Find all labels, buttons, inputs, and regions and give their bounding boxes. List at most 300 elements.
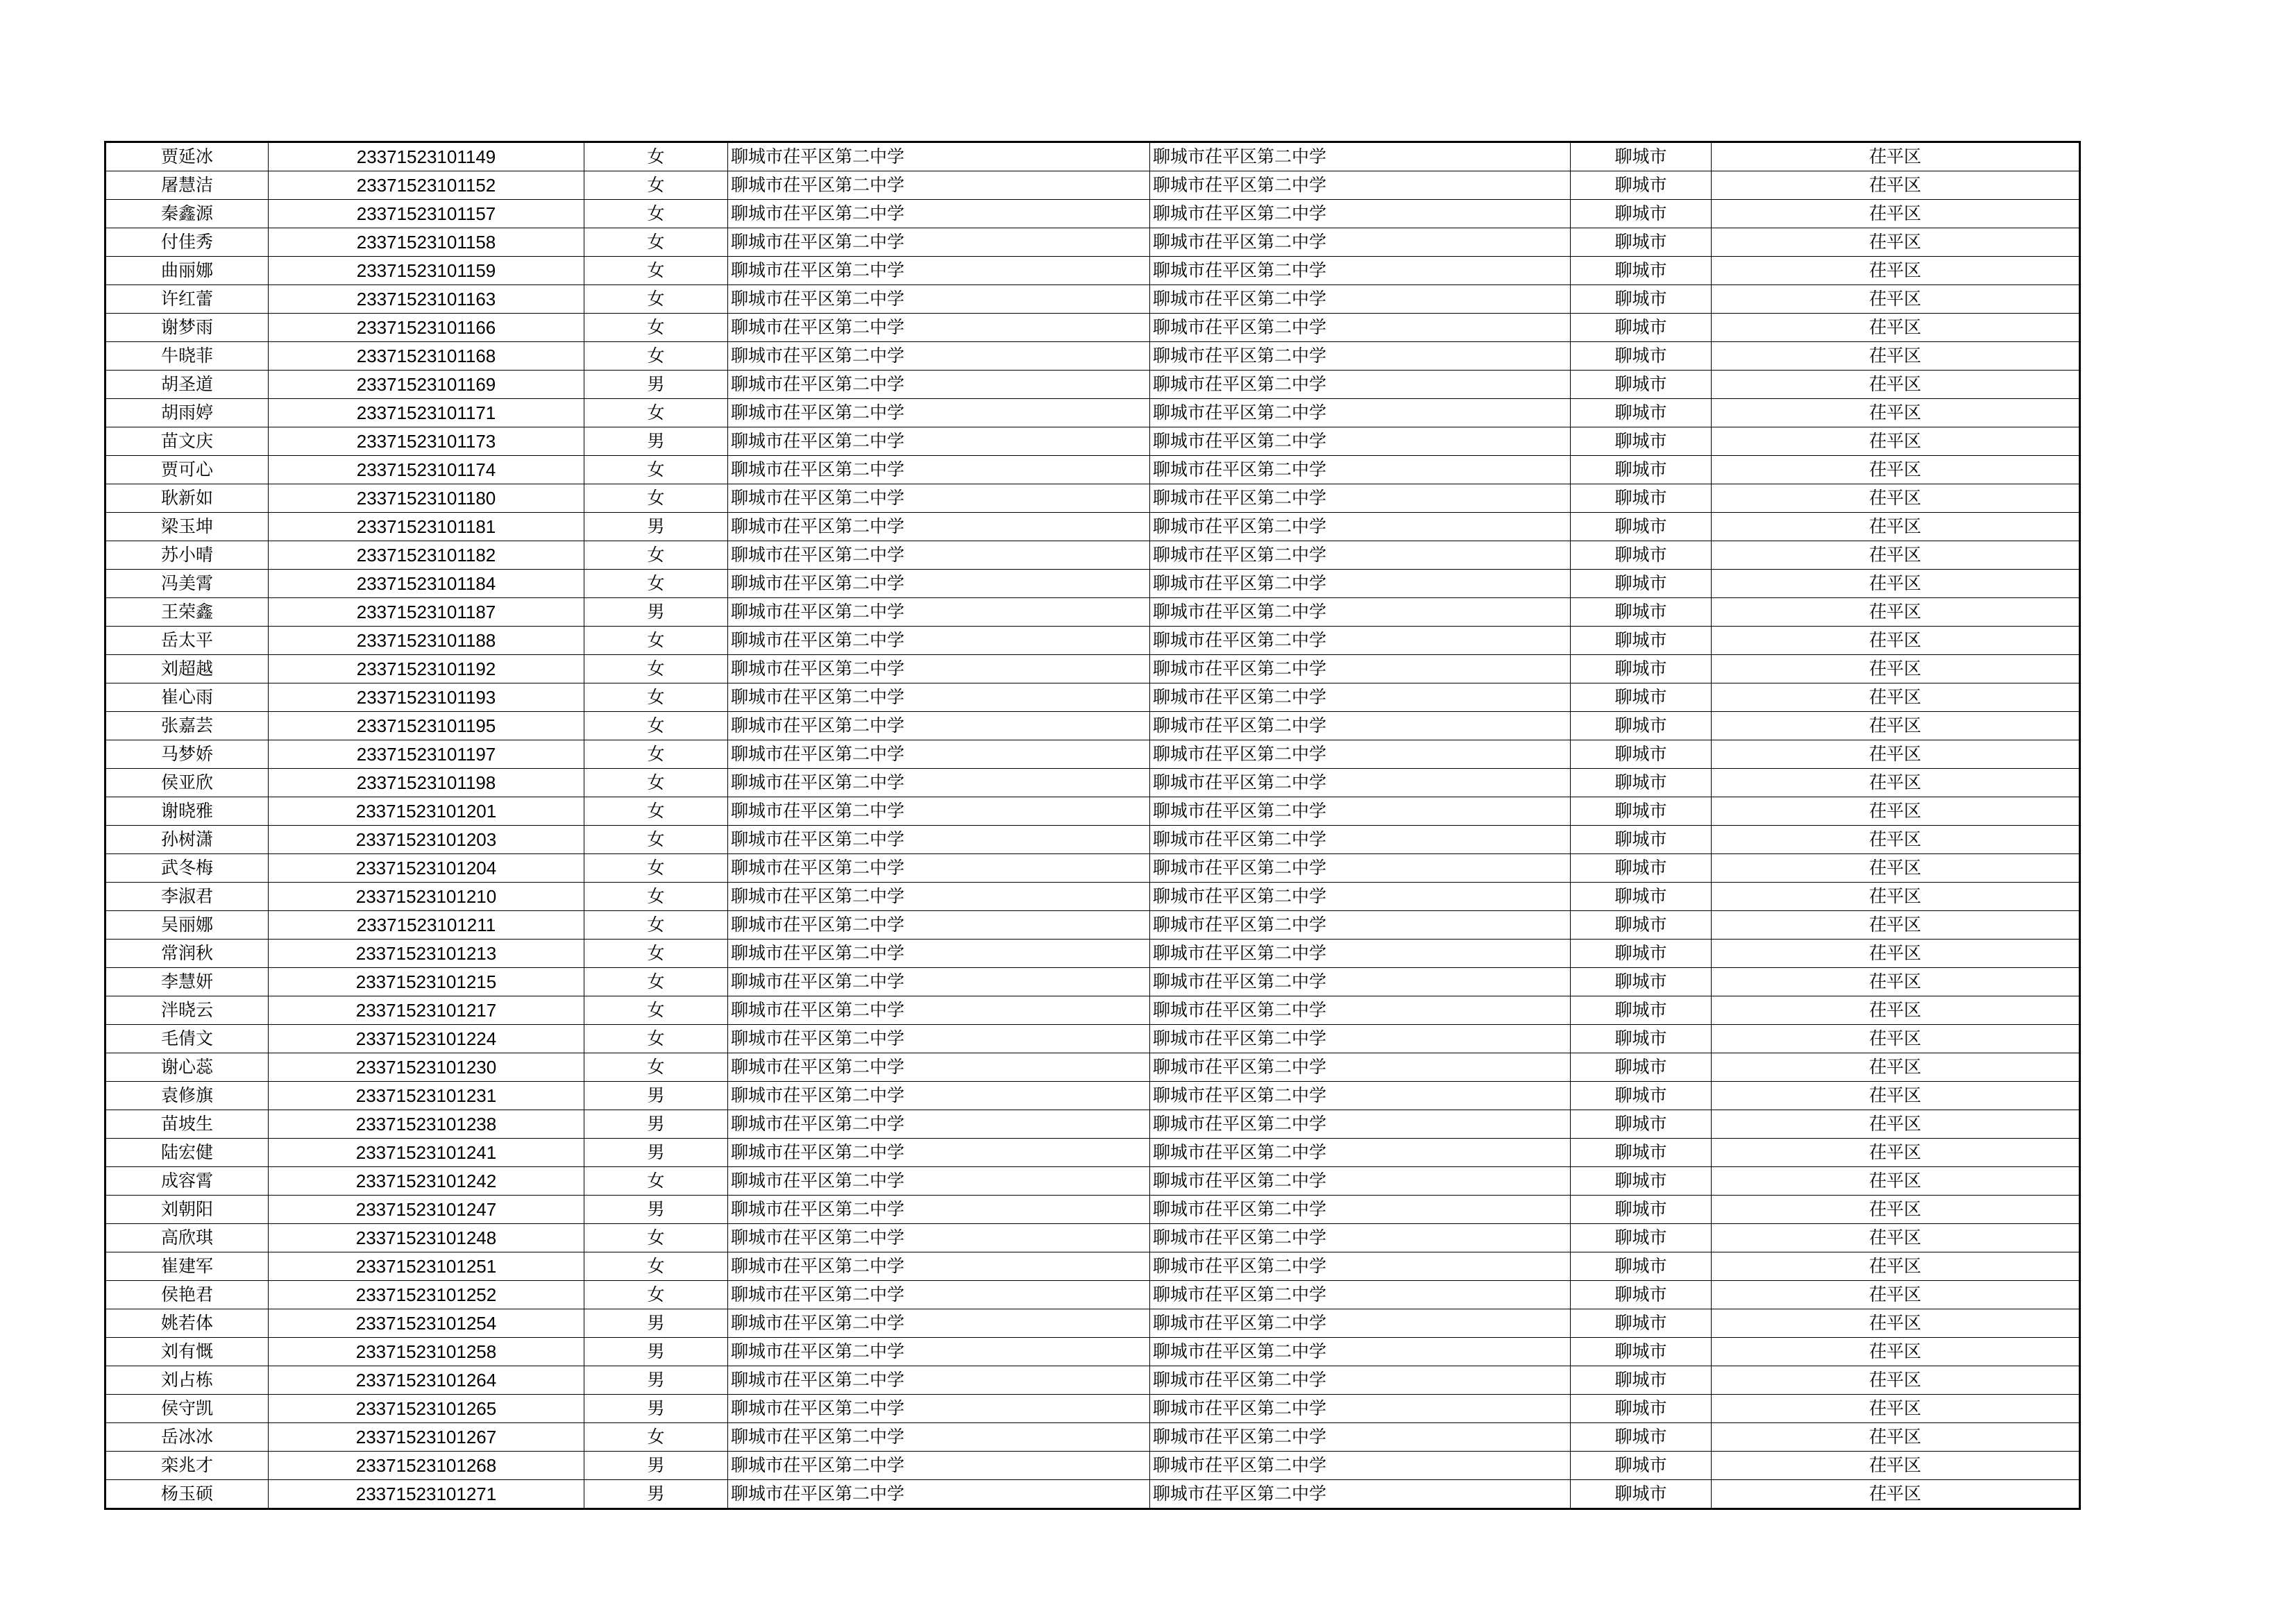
name-cell: 胡雨婷 bbox=[105, 399, 269, 427]
table-row bbox=[105, 598, 2080, 627]
district-cell: 茌平区 bbox=[1712, 1196, 2080, 1224]
school-cell: 聊城市茌平区第二中学 bbox=[728, 1366, 1150, 1395]
name-cell: 张嘉芸 bbox=[105, 712, 269, 740]
district-cell: 茌平区 bbox=[1712, 797, 2080, 826]
name-cell: 泮晓云 bbox=[105, 996, 269, 1025]
school-cell: 聊城市茌平区第二中学 bbox=[728, 171, 1150, 200]
student-id-cell: 23371523101174 bbox=[269, 456, 584, 484]
student-id-cell: 23371523101187 bbox=[269, 598, 584, 627]
table-row bbox=[105, 1053, 2080, 1082]
gender-cell: 女 bbox=[584, 854, 728, 883]
student-id-cell: 23371523101241 bbox=[269, 1139, 584, 1167]
name-cell: 耿新如 bbox=[105, 484, 269, 513]
table-row bbox=[105, 1452, 2080, 1480]
name-cell: 牛晓菲 bbox=[105, 342, 269, 371]
school-cell: 聊城市茌平区第二中学 bbox=[728, 399, 1150, 427]
gender-cell: 女 bbox=[584, 1025, 728, 1053]
table-row bbox=[105, 228, 2080, 257]
city-cell: 聊城市 bbox=[1571, 740, 1712, 769]
name-cell: 梁玉坤 bbox=[105, 513, 269, 541]
gender-cell: 女 bbox=[584, 712, 728, 740]
city-cell: 聊城市 bbox=[1571, 371, 1712, 399]
name-cell: 常润秋 bbox=[105, 940, 269, 968]
gender-cell: 女 bbox=[584, 968, 728, 996]
district-cell: 茌平区 bbox=[1712, 1452, 2080, 1480]
student-id-cell: 23371523101203 bbox=[269, 826, 584, 854]
gender-cell: 男 bbox=[584, 1366, 728, 1395]
student-id-cell: 23371523101173 bbox=[269, 427, 584, 456]
student-id-cell: 23371523101204 bbox=[269, 854, 584, 883]
city-cell: 聊城市 bbox=[1571, 996, 1712, 1025]
gender-cell: 女 bbox=[584, 1252, 728, 1281]
student-id-cell: 23371523101267 bbox=[269, 1423, 584, 1452]
school-cell: 聊城市茌平区第二中学 bbox=[728, 342, 1150, 371]
city-cell: 聊城市 bbox=[1571, 797, 1712, 826]
student-id-cell: 23371523101188 bbox=[269, 627, 584, 655]
exam-school-cell: 聊城市茌平区第二中学 bbox=[1150, 1025, 1571, 1053]
student-id-cell: 23371523101169 bbox=[269, 371, 584, 399]
district-cell: 茌平区 bbox=[1712, 911, 2080, 940]
gender-cell: 女 bbox=[584, 171, 728, 200]
district-cell: 茌平区 bbox=[1712, 142, 2080, 171]
city-cell: 聊城市 bbox=[1571, 142, 1712, 171]
exam-school-cell: 聊城市茌平区第二中学 bbox=[1150, 769, 1571, 797]
table-row bbox=[105, 399, 2080, 427]
name-cell: 贾延冰 bbox=[105, 142, 269, 171]
city-cell: 聊城市 bbox=[1571, 911, 1712, 940]
gender-cell: 女 bbox=[584, 142, 728, 171]
exam-school-cell: 聊城市茌平区第二中学 bbox=[1150, 968, 1571, 996]
gender-cell: 女 bbox=[584, 883, 728, 911]
exam-school-cell: 聊城市茌平区第二中学 bbox=[1150, 371, 1571, 399]
exam-school-cell: 聊城市茌平区第二中学 bbox=[1150, 1338, 1571, 1366]
table-row bbox=[105, 627, 2080, 655]
school-cell: 聊城市茌平区第二中学 bbox=[728, 769, 1150, 797]
school-cell: 聊城市茌平区第二中学 bbox=[728, 712, 1150, 740]
school-cell: 聊城市茌平区第二中学 bbox=[728, 484, 1150, 513]
gender-cell: 女 bbox=[584, 1167, 728, 1196]
table-row bbox=[105, 854, 2080, 883]
exam-school-cell: 聊城市茌平区第二中学 bbox=[1150, 285, 1571, 314]
gender-cell: 女 bbox=[584, 257, 728, 285]
exam-school-cell: 聊城市茌平区第二中学 bbox=[1150, 513, 1571, 541]
student-id-cell: 23371523101163 bbox=[269, 285, 584, 314]
district-cell: 茌平区 bbox=[1712, 1338, 2080, 1366]
city-cell: 聊城市 bbox=[1571, 1366, 1712, 1395]
district-cell: 茌平区 bbox=[1712, 712, 2080, 740]
exam-school-cell: 聊城市茌平区第二中学 bbox=[1150, 1480, 1571, 1509]
table-row bbox=[105, 826, 2080, 854]
exam-school-cell: 聊城市茌平区第二中学 bbox=[1150, 683, 1571, 712]
student-id-cell: 23371523101158 bbox=[269, 228, 584, 257]
district-cell: 茌平区 bbox=[1712, 1281, 2080, 1309]
table-row bbox=[105, 883, 2080, 911]
exam-school-cell: 聊城市茌平区第二中学 bbox=[1150, 598, 1571, 627]
student-id-cell: 23371523101181 bbox=[269, 513, 584, 541]
gender-cell: 女 bbox=[584, 655, 728, 683]
school-cell: 聊城市茌平区第二中学 bbox=[728, 1224, 1150, 1252]
student-id-cell: 23371523101254 bbox=[269, 1309, 584, 1338]
district-cell: 茌平区 bbox=[1712, 1025, 2080, 1053]
name-cell: 曲丽娜 bbox=[105, 257, 269, 285]
city-cell: 聊城市 bbox=[1571, 1480, 1712, 1509]
school-cell: 聊城市茌平区第二中学 bbox=[728, 541, 1150, 570]
exam-school-cell: 聊城市茌平区第二中学 bbox=[1150, 399, 1571, 427]
city-cell: 聊城市 bbox=[1571, 228, 1712, 257]
city-cell: 聊城市 bbox=[1571, 1309, 1712, 1338]
gender-cell: 女 bbox=[584, 200, 728, 228]
table-row bbox=[105, 513, 2080, 541]
table-row bbox=[105, 797, 2080, 826]
table-row bbox=[105, 1139, 2080, 1167]
table-row bbox=[105, 740, 2080, 769]
name-cell: 姚若体 bbox=[105, 1309, 269, 1338]
exam-school-cell: 聊城市茌平区第二中学 bbox=[1150, 427, 1571, 456]
gender-cell: 女 bbox=[584, 484, 728, 513]
city-cell: 聊城市 bbox=[1571, 1452, 1712, 1480]
exam-school-cell: 聊城市茌平区第二中学 bbox=[1150, 1110, 1571, 1139]
name-cell: 苗坡生 bbox=[105, 1110, 269, 1139]
exam-school-cell: 聊城市茌平区第二中学 bbox=[1150, 228, 1571, 257]
name-cell: 刘占栋 bbox=[105, 1366, 269, 1395]
school-cell: 聊城市茌平区第二中学 bbox=[728, 854, 1150, 883]
name-cell: 贾可心 bbox=[105, 456, 269, 484]
student-id-cell: 23371523101184 bbox=[269, 570, 584, 598]
gender-cell: 男 bbox=[584, 1139, 728, 1167]
district-cell: 茌平区 bbox=[1712, 171, 2080, 200]
district-cell: 茌平区 bbox=[1712, 371, 2080, 399]
district-cell: 茌平区 bbox=[1712, 1423, 2080, 1452]
city-cell: 聊城市 bbox=[1571, 940, 1712, 968]
student-id-cell: 23371523101192 bbox=[269, 655, 584, 683]
table-row bbox=[105, 712, 2080, 740]
school-cell: 聊城市茌平区第二中学 bbox=[728, 797, 1150, 826]
student-id-cell: 23371523101152 bbox=[269, 171, 584, 200]
student-id-cell: 23371523101252 bbox=[269, 1281, 584, 1309]
name-cell: 武冬梅 bbox=[105, 854, 269, 883]
name-cell: 吴丽娜 bbox=[105, 911, 269, 940]
exam-school-cell: 聊城市茌平区第二中学 bbox=[1150, 142, 1571, 171]
exam-school-cell: 聊城市茌平区第二中学 bbox=[1150, 1395, 1571, 1423]
gender-cell: 女 bbox=[584, 911, 728, 940]
school-cell: 聊城市茌平区第二中学 bbox=[728, 200, 1150, 228]
student-id-cell: 23371523101224 bbox=[269, 1025, 584, 1053]
city-cell: 聊城市 bbox=[1571, 285, 1712, 314]
city-cell: 聊城市 bbox=[1571, 1252, 1712, 1281]
city-cell: 聊城市 bbox=[1571, 1281, 1712, 1309]
gender-cell: 女 bbox=[584, 342, 728, 371]
city-cell: 聊城市 bbox=[1571, 1053, 1712, 1082]
exam-school-cell: 聊城市茌平区第二中学 bbox=[1150, 171, 1571, 200]
city-cell: 聊城市 bbox=[1571, 627, 1712, 655]
district-cell: 茌平区 bbox=[1712, 484, 2080, 513]
student-id-cell: 23371523101264 bbox=[269, 1366, 584, 1395]
name-cell: 侯守凯 bbox=[105, 1395, 269, 1423]
district-cell: 茌平区 bbox=[1712, 627, 2080, 655]
district-cell: 茌平区 bbox=[1712, 456, 2080, 484]
table-row bbox=[105, 911, 2080, 940]
student-id-cell: 23371523101242 bbox=[269, 1167, 584, 1196]
table-row bbox=[105, 1423, 2080, 1452]
gender-cell: 女 bbox=[584, 1053, 728, 1082]
exam-school-cell: 聊城市茌平区第二中学 bbox=[1150, 1281, 1571, 1309]
student-id-cell: 23371523101238 bbox=[269, 1110, 584, 1139]
gender-cell: 女 bbox=[584, 570, 728, 598]
table-row bbox=[105, 1366, 2080, 1395]
school-cell: 聊城市茌平区第二中学 bbox=[728, 228, 1150, 257]
school-cell: 聊城市茌平区第二中学 bbox=[728, 627, 1150, 655]
student-id-cell: 23371523101251 bbox=[269, 1252, 584, 1281]
table-row bbox=[105, 371, 2080, 399]
city-cell: 聊城市 bbox=[1571, 257, 1712, 285]
school-cell: 聊城市茌平区第二中学 bbox=[728, 1338, 1150, 1366]
exam-school-cell: 聊城市茌平区第二中学 bbox=[1150, 712, 1571, 740]
school-cell: 聊城市茌平区第二中学 bbox=[728, 427, 1150, 456]
city-cell: 聊城市 bbox=[1571, 456, 1712, 484]
city-cell: 聊城市 bbox=[1571, 769, 1712, 797]
name-cell: 刘朝阳 bbox=[105, 1196, 269, 1224]
school-cell: 聊城市茌平区第二中学 bbox=[728, 1082, 1150, 1110]
student-id-cell: 23371523101230 bbox=[269, 1053, 584, 1082]
table-body bbox=[105, 142, 2080, 1509]
school-cell: 聊城市茌平区第二中学 bbox=[728, 285, 1150, 314]
table-row bbox=[105, 285, 2080, 314]
exam-school-cell: 聊城市茌平区第二中学 bbox=[1150, 655, 1571, 683]
district-cell: 茌平区 bbox=[1712, 427, 2080, 456]
school-cell: 聊城市茌平区第二中学 bbox=[728, 826, 1150, 854]
student-table bbox=[104, 141, 2081, 1510]
name-cell: 高欣琪 bbox=[105, 1224, 269, 1252]
district-cell: 茌平区 bbox=[1712, 883, 2080, 911]
school-cell: 聊城市茌平区第二中学 bbox=[728, 1053, 1150, 1082]
gender-cell: 男 bbox=[584, 427, 728, 456]
name-cell: 毛倩文 bbox=[105, 1025, 269, 1053]
exam-school-cell: 聊城市茌平区第二中学 bbox=[1150, 1452, 1571, 1480]
school-cell: 聊城市茌平区第二中学 bbox=[728, 456, 1150, 484]
district-cell: 茌平区 bbox=[1712, 683, 2080, 712]
city-cell: 聊城市 bbox=[1571, 1139, 1712, 1167]
school-cell: 聊城市茌平区第二中学 bbox=[728, 1139, 1150, 1167]
city-cell: 聊城市 bbox=[1571, 826, 1712, 854]
exam-school-cell: 聊城市茌平区第二中学 bbox=[1150, 200, 1571, 228]
gender-cell: 男 bbox=[584, 1309, 728, 1338]
school-cell: 聊城市茌平区第二中学 bbox=[728, 142, 1150, 171]
school-cell: 聊城市茌平区第二中学 bbox=[728, 996, 1150, 1025]
district-cell: 茌平区 bbox=[1712, 257, 2080, 285]
table-row bbox=[105, 200, 2080, 228]
city-cell: 聊城市 bbox=[1571, 712, 1712, 740]
student-id-cell: 23371523101197 bbox=[269, 740, 584, 769]
school-cell: 聊城市茌平区第二中学 bbox=[728, 940, 1150, 968]
school-cell: 聊城市茌平区第二中学 bbox=[728, 655, 1150, 683]
gender-cell: 男 bbox=[584, 1082, 728, 1110]
table-row bbox=[105, 1395, 2080, 1423]
district-cell: 茌平区 bbox=[1712, 1252, 2080, 1281]
district-cell: 茌平区 bbox=[1712, 854, 2080, 883]
exam-school-cell: 聊城市茌平区第二中学 bbox=[1150, 570, 1571, 598]
student-id-cell: 23371523101182 bbox=[269, 541, 584, 570]
school-cell: 聊城市茌平区第二中学 bbox=[728, 598, 1150, 627]
gender-cell: 女 bbox=[584, 996, 728, 1025]
table-row bbox=[105, 1082, 2080, 1110]
exam-school-cell: 聊城市茌平区第二中学 bbox=[1150, 257, 1571, 285]
school-cell: 聊城市茌平区第二中学 bbox=[728, 1025, 1150, 1053]
gender-cell: 男 bbox=[584, 1110, 728, 1139]
school-cell: 聊城市茌平区第二中学 bbox=[728, 1395, 1150, 1423]
gender-cell: 女 bbox=[584, 683, 728, 712]
gender-cell: 男 bbox=[584, 1395, 728, 1423]
city-cell: 聊城市 bbox=[1571, 1167, 1712, 1196]
student-id-cell: 23371523101231 bbox=[269, 1082, 584, 1110]
student-id-cell: 23371523101149 bbox=[269, 142, 584, 171]
city-cell: 聊城市 bbox=[1571, 171, 1712, 200]
name-cell: 袁修旗 bbox=[105, 1082, 269, 1110]
school-cell: 聊城市茌平区第二中学 bbox=[728, 1480, 1150, 1509]
district-cell: 茌平区 bbox=[1712, 541, 2080, 570]
name-cell: 付佳秀 bbox=[105, 228, 269, 257]
exam-school-cell: 聊城市茌平区第二中学 bbox=[1150, 1139, 1571, 1167]
exam-school-cell: 聊城市茌平区第二中学 bbox=[1150, 541, 1571, 570]
exam-school-cell: 聊城市茌平区第二中学 bbox=[1150, 826, 1571, 854]
exam-school-cell: 聊城市茌平区第二中学 bbox=[1150, 1167, 1571, 1196]
table-row bbox=[105, 541, 2080, 570]
student-id-cell: 23371523101268 bbox=[269, 1452, 584, 1480]
exam-school-cell: 聊城市茌平区第二中学 bbox=[1150, 342, 1571, 371]
student-id-cell: 23371523101159 bbox=[269, 257, 584, 285]
exam-school-cell: 聊城市茌平区第二中学 bbox=[1150, 797, 1571, 826]
exam-school-cell: 聊城市茌平区第二中学 bbox=[1150, 1196, 1571, 1224]
exam-school-cell: 聊城市茌平区第二中学 bbox=[1150, 484, 1571, 513]
district-cell: 茌平区 bbox=[1712, 342, 2080, 371]
district-cell: 茌平区 bbox=[1712, 740, 2080, 769]
table-row bbox=[105, 171, 2080, 200]
school-cell: 聊城市茌平区第二中学 bbox=[728, 1167, 1150, 1196]
student-id-cell: 23371523101198 bbox=[269, 769, 584, 797]
table-row bbox=[105, 427, 2080, 456]
table-row bbox=[105, 1110, 2080, 1139]
exam-school-cell: 聊城市茌平区第二中学 bbox=[1150, 1309, 1571, 1338]
city-cell: 聊城市 bbox=[1571, 883, 1712, 911]
exam-school-cell: 聊城市茌平区第二中学 bbox=[1150, 1053, 1571, 1082]
exam-school-cell: 聊城市茌平区第二中学 bbox=[1150, 314, 1571, 342]
student-id-cell: 23371523101213 bbox=[269, 940, 584, 968]
exam-school-cell: 聊城市茌平区第二中学 bbox=[1150, 911, 1571, 940]
name-cell: 岳太平 bbox=[105, 627, 269, 655]
district-cell: 茌平区 bbox=[1712, 1082, 2080, 1110]
exam-school-cell: 聊城市茌平区第二中学 bbox=[1150, 996, 1571, 1025]
city-cell: 聊城市 bbox=[1571, 1395, 1712, 1423]
school-cell: 聊城市茌平区第二中学 bbox=[728, 1452, 1150, 1480]
gender-cell: 女 bbox=[584, 314, 728, 342]
student-id-cell: 23371523101166 bbox=[269, 314, 584, 342]
city-cell: 聊城市 bbox=[1571, 570, 1712, 598]
student-id-cell: 23371523101157 bbox=[269, 200, 584, 228]
city-cell: 聊城市 bbox=[1571, 968, 1712, 996]
name-cell: 崔心雨 bbox=[105, 683, 269, 712]
gender-cell: 男 bbox=[584, 513, 728, 541]
school-cell: 聊城市茌平区第二中学 bbox=[728, 513, 1150, 541]
table-row bbox=[105, 1281, 2080, 1309]
table-row bbox=[105, 1025, 2080, 1053]
district-cell: 茌平区 bbox=[1712, 314, 2080, 342]
exam-school-cell: 聊城市茌平区第二中学 bbox=[1150, 456, 1571, 484]
district-cell: 茌平区 bbox=[1712, 285, 2080, 314]
city-cell: 聊城市 bbox=[1571, 513, 1712, 541]
table-row bbox=[105, 1309, 2080, 1338]
city-cell: 聊城市 bbox=[1571, 1423, 1712, 1452]
district-cell: 茌平区 bbox=[1712, 968, 2080, 996]
name-cell: 苗文庆 bbox=[105, 427, 269, 456]
gender-cell: 女 bbox=[584, 1224, 728, 1252]
student-id-cell: 23371523101215 bbox=[269, 968, 584, 996]
name-cell: 秦鑫源 bbox=[105, 200, 269, 228]
table-row bbox=[105, 342, 2080, 371]
student-id-cell: 23371523101211 bbox=[269, 911, 584, 940]
gender-cell: 女 bbox=[584, 769, 728, 797]
gender-cell: 男 bbox=[584, 371, 728, 399]
district-cell: 茌平区 bbox=[1712, 1053, 2080, 1082]
city-cell: 聊城市 bbox=[1571, 342, 1712, 371]
name-cell: 崔建军 bbox=[105, 1252, 269, 1281]
district-cell: 茌平区 bbox=[1712, 1110, 2080, 1139]
city-cell: 聊城市 bbox=[1571, 683, 1712, 712]
name-cell: 王荣鑫 bbox=[105, 598, 269, 627]
district-cell: 茌平区 bbox=[1712, 200, 2080, 228]
gender-cell: 女 bbox=[584, 940, 728, 968]
name-cell: 孙树潇 bbox=[105, 826, 269, 854]
district-cell: 茌平区 bbox=[1712, 1309, 2080, 1338]
name-cell: 侯亚欣 bbox=[105, 769, 269, 797]
school-cell: 聊城市茌平区第二中学 bbox=[728, 371, 1150, 399]
name-cell: 杨玉硕 bbox=[105, 1480, 269, 1509]
student-id-cell: 23371523101193 bbox=[269, 683, 584, 712]
city-cell: 聊城市 bbox=[1571, 655, 1712, 683]
gender-cell: 男 bbox=[584, 1452, 728, 1480]
city-cell: 聊城市 bbox=[1571, 1224, 1712, 1252]
table-row bbox=[105, 257, 2080, 285]
exam-school-cell: 聊城市茌平区第二中学 bbox=[1150, 1423, 1571, 1452]
school-cell: 聊城市茌平区第二中学 bbox=[728, 968, 1150, 996]
district-cell: 茌平区 bbox=[1712, 996, 2080, 1025]
city-cell: 聊城市 bbox=[1571, 541, 1712, 570]
school-cell: 聊城市茌平区第二中学 bbox=[728, 911, 1150, 940]
student-id-cell: 23371523101258 bbox=[269, 1338, 584, 1366]
table-row bbox=[105, 1196, 2080, 1224]
table-row bbox=[105, 683, 2080, 712]
table-row bbox=[105, 940, 2080, 968]
city-cell: 聊城市 bbox=[1571, 1082, 1712, 1110]
gender-cell: 女 bbox=[584, 1281, 728, 1309]
district-cell: 茌平区 bbox=[1712, 1366, 2080, 1395]
table-row bbox=[105, 1167, 2080, 1196]
table-row bbox=[105, 1338, 2080, 1366]
city-cell: 聊城市 bbox=[1571, 200, 1712, 228]
gender-cell: 女 bbox=[584, 1423, 728, 1452]
exam-school-cell: 聊城市茌平区第二中学 bbox=[1150, 1224, 1571, 1252]
table-row bbox=[105, 996, 2080, 1025]
student-id-cell: 23371523101247 bbox=[269, 1196, 584, 1224]
school-cell: 聊城市茌平区第二中学 bbox=[728, 314, 1150, 342]
school-cell: 聊城市茌平区第二中学 bbox=[728, 1110, 1150, 1139]
name-cell: 成容霄 bbox=[105, 1167, 269, 1196]
gender-cell: 女 bbox=[584, 826, 728, 854]
table-row bbox=[105, 570, 2080, 598]
district-cell: 茌平区 bbox=[1712, 826, 2080, 854]
gender-cell: 女 bbox=[584, 541, 728, 570]
city-cell: 聊城市 bbox=[1571, 1196, 1712, 1224]
school-cell: 聊城市茌平区第二中学 bbox=[728, 1309, 1150, 1338]
exam-school-cell: 聊城市茌平区第二中学 bbox=[1150, 1366, 1571, 1395]
